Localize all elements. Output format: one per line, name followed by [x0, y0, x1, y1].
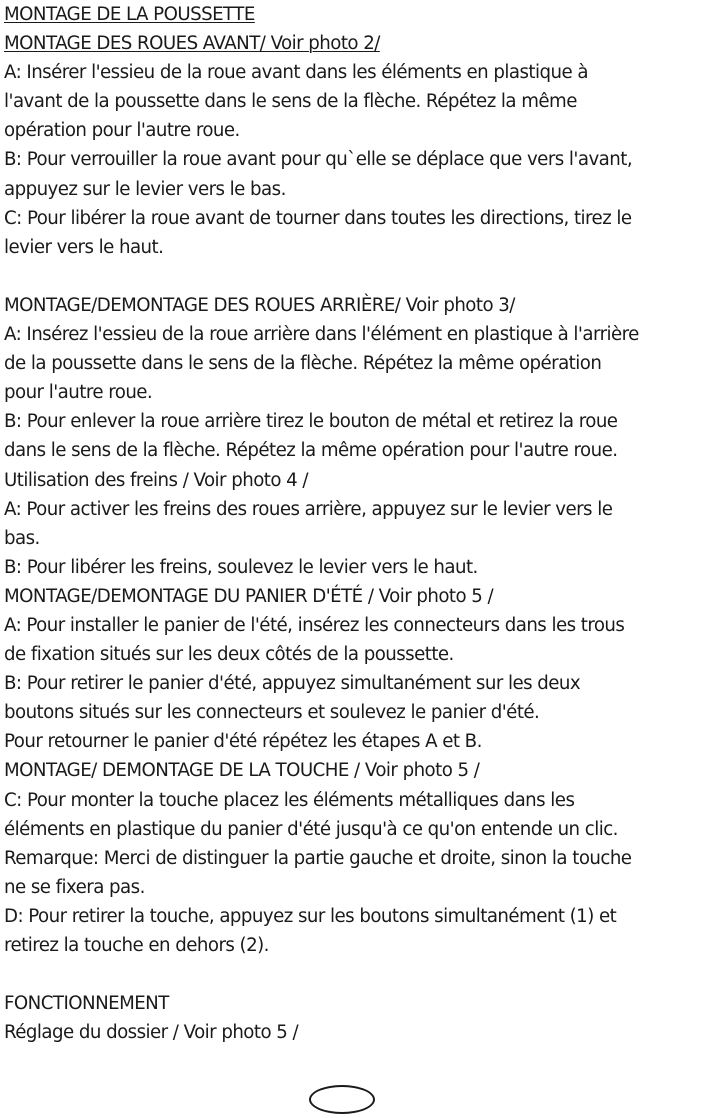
text-line: de fixation situés sur les deux côtés de la poussette.: [4, 644, 454, 666]
text-line: éléments en plastique du panier d'été jusqu'à ce qu'on entende un clic.: [4, 818, 618, 840]
text-line: opération pour l'autre roue.: [4, 120, 240, 142]
text-line: A: Pour installer le panier de l'été, insérez les connecteurs dans les trous: [4, 614, 625, 636]
document-title: MONTAGE DE LA POUSSETTE: [4, 4, 255, 25]
page-number-oval: [309, 1085, 375, 1114]
text-line: pour l'autre roue.: [4, 382, 153, 404]
text-line: Réglage du dossier / Voir photo 5 /: [4, 1022, 299, 1044]
text-line: A: Insérer l'essieu de la roue avant dans les éléments en plastique à: [4, 62, 588, 84]
text-line: de la poussette dans le sens de la flèche. Répétez la même opération: [4, 353, 602, 375]
text-line: levier vers le haut.: [4, 236, 164, 258]
paragraph-spacer: [4, 262, 718, 291]
section-heading-brakes: Utilisation des freins / Voir photo 4 /: [4, 469, 308, 491]
text-line: dans le sens de la flèche. Répétez la même opération pour l'autre roue.: [4, 440, 618, 462]
text-line: Remarque: Merci de distinguer la partie gauche et droite, sinon la touche: [4, 847, 632, 869]
text-line: B: Pour verrouiller la roue avant pour qu`elle se déplace que vers l'avant,: [4, 149, 633, 171]
text-line: retirez la touche en dehors (2).: [4, 935, 269, 956]
text-line: Pour retourner le panier d'été répétez les étapes A et B.: [4, 731, 482, 753]
text-line: appuyez sur le levier vers le bas.: [4, 178, 286, 200]
section-heading-summer-basket: MONTAGE/DEMONTAGE DU PANIER D'ÉTÉ / Voir photo 5 /: [4, 585, 494, 607]
section-heading-operation: FONCTIONNEMENT: [4, 993, 169, 1015]
text-line: C: Pour monter la touche placez les éléments métalliques dans les: [4, 789, 575, 811]
text-line: D: Pour retirer la touche, appuyez sur les boutons simultanément (1) et: [4, 905, 617, 927]
text-line: C: Pour libérer la roue avant de tourner dans toutes les directions, tirez le: [4, 207, 632, 229]
text-line: l'avant de la poussette dans le sens de la flèche. Répétez la même: [4, 91, 577, 113]
paragraph-spacer: [4, 960, 718, 989]
text-line: A: Insérez l'essieu de la roue arrière dans l'élément en plastique à l'arrière: [4, 324, 639, 346]
text-line: bas.: [4, 527, 40, 549]
text-line: B: Pour enlever la roue arrière tirez le bouton de métal et retirez la roue: [4, 411, 618, 433]
section-heading-bumper: MONTAGE/ DEMONTAGE DE LA TOUCHE / Voir photo 5 /: [4, 760, 480, 782]
section-heading-rear-wheels: MONTAGE/DEMONTAGE DES ROUES ARRIÈRE/ Voir photo 3/: [4, 294, 515, 316]
text-line: B: Pour retirer le panier d'été, appuyez simultanément sur les deux: [4, 673, 581, 695]
text-line: A: Pour activer les freins des roues arrière, appuyez sur le levier vers le: [4, 498, 613, 520]
text-line: ne se fixera pas.: [4, 876, 145, 898]
section-heading-front-wheels: MONTAGE DES ROUES AVANT/ Voir photo 2/: [4, 33, 380, 55]
text-line: boutons situés sur les connecteurs et soulevez le panier d'été.: [4, 702, 540, 724]
text-line: B: Pour libérer les freins, soulevez le levier vers le haut.: [4, 556, 478, 578]
document-page: [4, 0, 718, 1047]
